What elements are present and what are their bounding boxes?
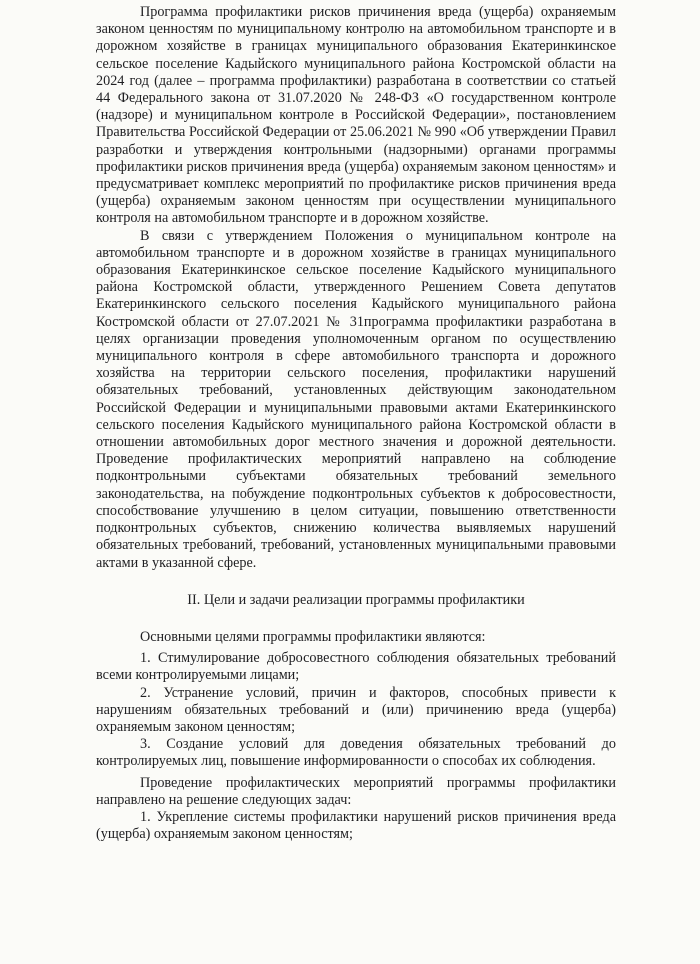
paragraph-regulation-basis: В связи с утверждением Положения о муниципальном контроле на автомобильном транспорте и в дорожном хозяйстве в границах муниципального образования Екатеринкинское сельское поселение Кадыйского муниципального района Костромской области, утвержденного Решением Совета депутатов Екатеринкинского сельского поселения Кадыйского муниципального района Костромской области от 27.07.2021 № 31программа профилактики разработана в целях организации проведения уполномоченным органом по осуществлению муниципального контроля в сфере автомобильного транспорта и дорожного хозяйства на территории сельского поселения, профилактики нарушений обязательных требований, установленных действующим законодательном Российской Федерации и муниципальными правовыми актами Екатеринкинского сельского поселения Кадыйского муниципального района Костромской области в отношении автомобильных дорог местного значения и дорожной деятельности. Проведение профилактических мероприятий направлено на соблюдение подконтрольными субъектами обязательных требований земельного законодательства, на побуждение подконтрольных субъектов к добросовестности, способствование улучшению в целом ситуации, повышению ответственности подконтрольных субъектов, снижению количества выявляемых нарушений обязательных требований, требований, установленных муниципальными правовыми актами в указанной сфере. bbox=[96, 227, 616, 571]
goal-item-3: 3. Создание условий для доведения обязательных требований до контролируемых лиц, повышение информированности о способах их соблюдения. bbox=[96, 736, 616, 770]
paragraph-program-intro: Программа профилактики рисков причинения вреда (ущерба) охраняемым законом ценностям по муниципальному контролю на автомобильном транспорте и в дорожном хозяйстве в границах муниципального образования Екатеринкинское сельское поселение Кадыйского муниципального района Костромской области на 2024 год (далее – программа профилактики) разработана в соответствии со статьей 44 Федерального закона от 31.07.2020 № 248-ФЗ «О государственном контроле (надзоре) и муниципальном контроле в Российской Федерации», постановлением Правительства Российской Федерации от 25.06.2021 № 990 «Об утверждении Правил разработки и утверждения контрольными (надзорными) органами программы профилактики рисков причинения вреда (ущерба) охраняемым законом ценностям» и предусматривает комплекс мероприятий по профилактике рисков причинения вреда (ущерба) охраняемым законом ценностям при осуществлении муниципального контроля на автомобильном транспорте и в дорожном хозяйстве. bbox=[96, 4, 616, 227]
tasks-intro: Проведение профилактических мероприятий программы профилактики направлено на решение следующих задач: bbox=[96, 774, 616, 808]
goal-item-2: 2. Устранение условий, причин и факторов, способных привести к нарушениям обязательных требований и (или) причинению вреда (ущерба) охраняемым законом ценностям; bbox=[96, 684, 616, 735]
task-item-1: 1. Укрепление системы профилактики нарушений рисков причинения вреда (ущерба) охраняемым законом ценностям; bbox=[96, 808, 616, 843]
document-body bbox=[96, 4, 616, 843]
goals-intro: Основными целями программы профилактики являются: bbox=[140, 628, 486, 645]
goal-item-1: 1. Стимулирование добросовестного соблюдения обязательных требований всеми контролируемыми лицами; bbox=[96, 650, 616, 684]
section-title: II. Цели и задачи реализации программы профилактики bbox=[187, 591, 525, 608]
